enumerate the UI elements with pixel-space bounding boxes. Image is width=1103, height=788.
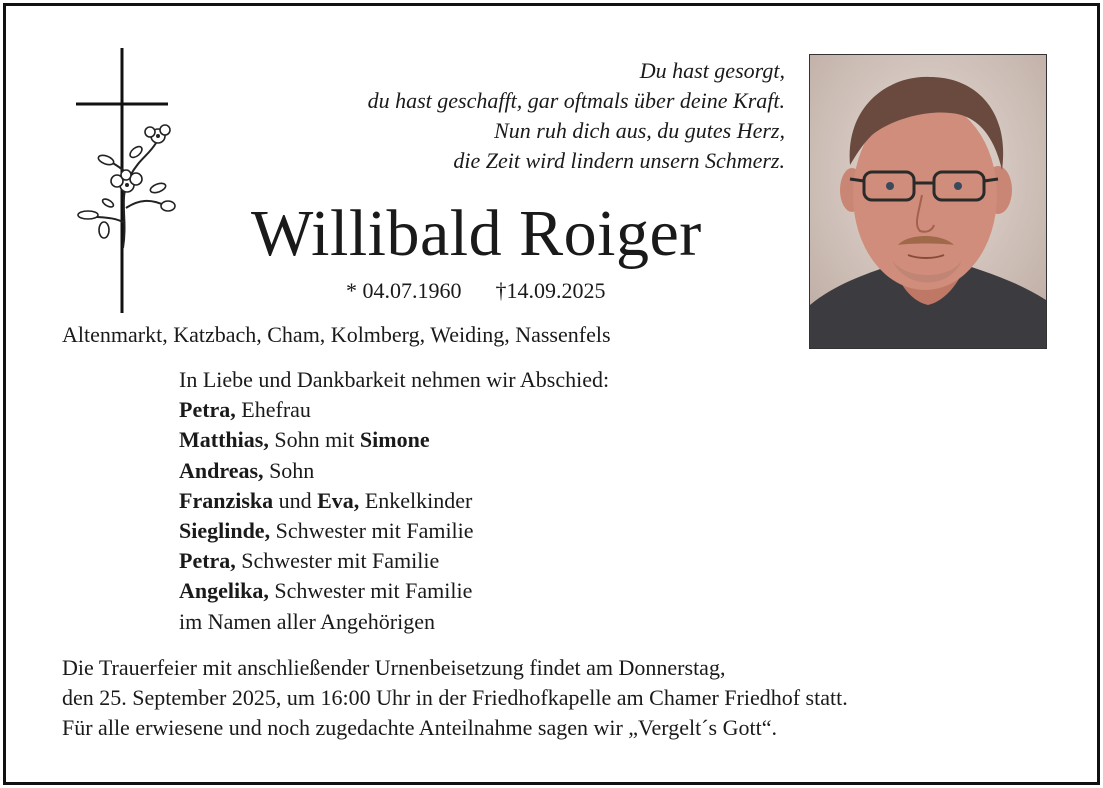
mourner-name: Matthias, — [179, 427, 269, 453]
list-item — [179, 395, 609, 425]
portrait-photo — [809, 54, 1047, 349]
life-dates — [346, 277, 606, 305]
mourner-relation: Enkelkinder — [359, 487, 473, 513]
notice-line: Für alle erwiesene und noch zugedachte Anteilnahme sagen wir „Vergelt´s Gott“. — [62, 715, 777, 740]
mourner-name: Petra, — [179, 548, 236, 574]
mourner-relation: Sohn mit — [268, 427, 360, 453]
list-item — [179, 486, 609, 516]
mourner-name: Petra, — [179, 397, 236, 423]
cross-with-flowers-icon — [70, 48, 180, 313]
poem-line: Du hast gesorgt, — [639, 58, 785, 83]
mourners-intro: In Liebe und Dankbarkeit nehmen wir Abschied: — [179, 367, 610, 392]
mourner-name: Franziska — [179, 487, 274, 513]
poem-line: du hast geschafft, gar oftmals über deine Kraft. — [367, 88, 785, 113]
mourners-closing: im Namen aller Angehörigen — [179, 608, 435, 634]
notice-line: Die Trauerfeier mit anschließender Urnenbeisetzung findet am Donnerstag, — [62, 655, 726, 680]
birth-date: * 04.07.1960 — [346, 278, 462, 303]
notice-line: den 25. September 2025, um 16:00 Uhr in der Friedhofkapelle am Chamer Friedhof statt. — [62, 685, 848, 710]
list-item — [179, 576, 609, 606]
mourner-relation: Ehefrau — [235, 397, 311, 423]
poem-line: die Zeit wird lindern unsern Schmerz. — [453, 148, 785, 173]
deceased-name: Willibald Roiger — [251, 197, 702, 270]
funeral-notice — [62, 653, 848, 743]
mourner-relation: Schwester mit Familie — [270, 518, 474, 544]
list-item — [179, 425, 609, 455]
mourner-relation: Schwester mit Familie — [268, 578, 473, 604]
portrait-illustration — [810, 55, 1046, 348]
mourner-relation: Schwester mit Familie — [235, 548, 440, 574]
list-item — [179, 546, 609, 576]
list-item — [179, 516, 609, 546]
mourner-name: Eva, — [317, 487, 360, 513]
poem — [368, 56, 785, 176]
list-item — [179, 456, 609, 486]
mourner-name: Sieglinde, — [179, 518, 271, 544]
mourner-relation: Sohn — [263, 457, 315, 483]
mourner-name: Angelika, — [179, 578, 269, 604]
obituary-card — [3, 3, 1100, 785]
places-line: Altenmarkt, Katzbach, Cham, Kolmberg, Weiding, Nassenfels — [62, 322, 611, 347]
mourner-connector: und — [273, 487, 318, 513]
mourner-name: Simone — [359, 427, 430, 453]
poem-line: Nun ruh dich aus, du gutes Herz, — [494, 118, 785, 143]
mourner-name: Andreas, — [179, 457, 264, 483]
mourners-list — [179, 365, 609, 637]
death-date: †14.09.2025 — [495, 278, 606, 303]
